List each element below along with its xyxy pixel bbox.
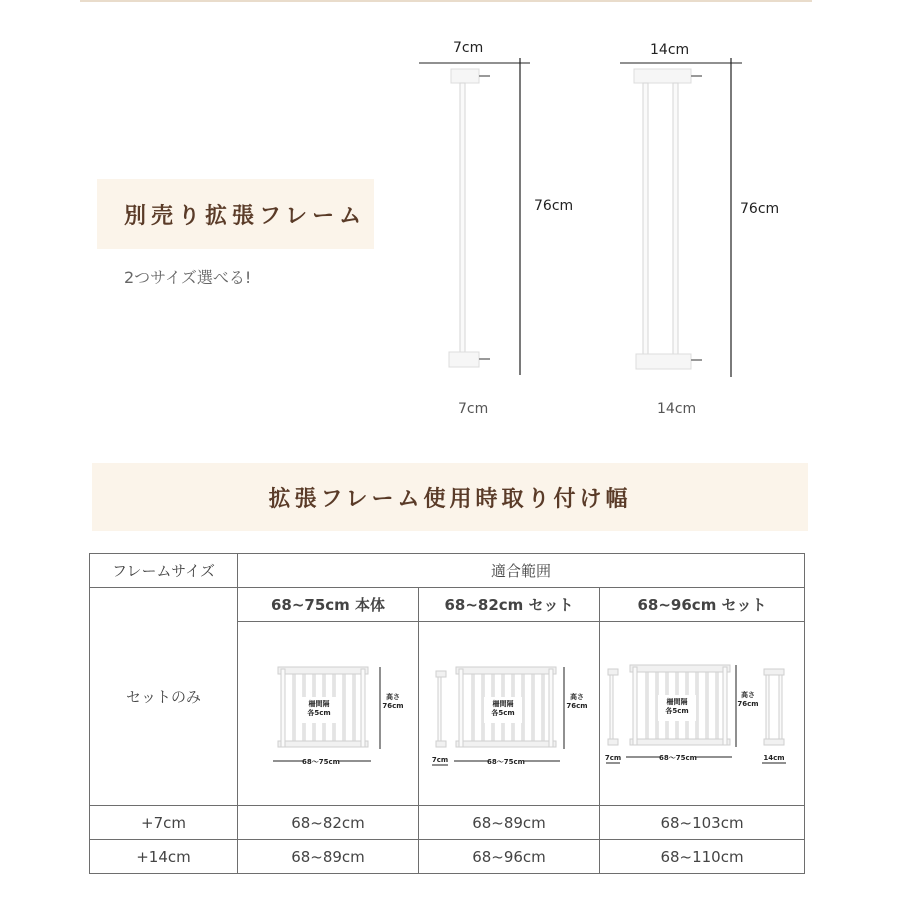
height-value: 76cm (737, 699, 759, 708)
height-label: 高さ (570, 692, 584, 701)
height-label: 高さ (741, 690, 756, 699)
installation-width-banner (92, 463, 808, 531)
table-row (90, 840, 805, 874)
header-fit-range: 適合範囲 (238, 554, 805, 588)
frame-small-caption: 7cm (458, 401, 489, 417)
ext-7cm-label: 7cm (604, 753, 622, 762)
row-14cm-set-82: 68~96cm (419, 840, 600, 874)
diagram-set-96-cell (600, 622, 805, 806)
slat-spacing-label: 柵間隔 (308, 699, 330, 708)
ext-14cm-label: 14cm (763, 753, 785, 762)
frame-7cm-drawing (419, 58, 530, 375)
gate-body-diagram (243, 649, 413, 779)
height-value: 76cm (566, 701, 588, 710)
height-label: 高さ (386, 692, 400, 701)
slat-spacing-label: 柵間隔 (492, 699, 514, 708)
column-header-set-82: 68~82cm セット (419, 588, 600, 622)
table-header-row (90, 554, 805, 588)
column-header-body: 68~75cm 本体 (238, 588, 419, 622)
slat-spacing-value: 各5cm (307, 708, 331, 717)
set-only-cell: セットのみ (90, 588, 238, 806)
table-subheader-row (90, 588, 805, 622)
row-7cm-set-96: 68~103cm (600, 806, 805, 840)
row-14cm-body: 68~89cm (238, 840, 419, 874)
ext-7cm-label: 7cm (431, 755, 449, 764)
frame-large-caption: 14cm (657, 401, 697, 417)
extension-frames-illustration (0, 0, 900, 440)
row-14cm-set-96: 68~110cm (600, 840, 805, 874)
header-frame-size: フレームサイズ (90, 554, 238, 588)
frame-14cm-drawing (620, 58, 742, 377)
row-7cm-body: 68~82cm (238, 806, 419, 840)
extension-frame-subtitle: 2つサイズ選べる! (124, 268, 252, 287)
extension-frame-title: 別売り拡張フレーム (124, 202, 367, 229)
frame-large-height: 76cm (740, 201, 780, 217)
gate-set-82-diagram (424, 649, 594, 779)
diagram-body-cell (238, 622, 419, 806)
slat-spacing-label: 柵間隔 (666, 697, 688, 706)
width-range-label: 68～75cm (487, 757, 525, 766)
installation-width-title: 拡張フレーム使用時取り付け幅 (268, 485, 632, 512)
frame-small-height: 76cm (534, 198, 574, 214)
slat-spacing-value: 各5cm (491, 708, 515, 717)
slat-spacing-value: 各5cm (665, 706, 689, 715)
width-range-label: 68～75cm (302, 757, 340, 766)
width-range-label: 68～75cm (659, 753, 697, 762)
table-row (90, 806, 805, 840)
height-value: 76cm (382, 701, 404, 710)
diagram-set-82-cell (419, 622, 600, 806)
gate-set-96-diagram (604, 649, 800, 779)
column-header-set-96: 68~96cm セット (600, 588, 805, 622)
installation-width-table (89, 553, 805, 874)
row-7cm-set-82: 68~89cm (419, 806, 600, 840)
frame-large-width: 14cm (650, 42, 690, 58)
row-label-14cm: +14cm (90, 840, 238, 874)
row-label-7cm: +7cm (90, 806, 238, 840)
frame-small-width: 7cm (453, 40, 484, 56)
